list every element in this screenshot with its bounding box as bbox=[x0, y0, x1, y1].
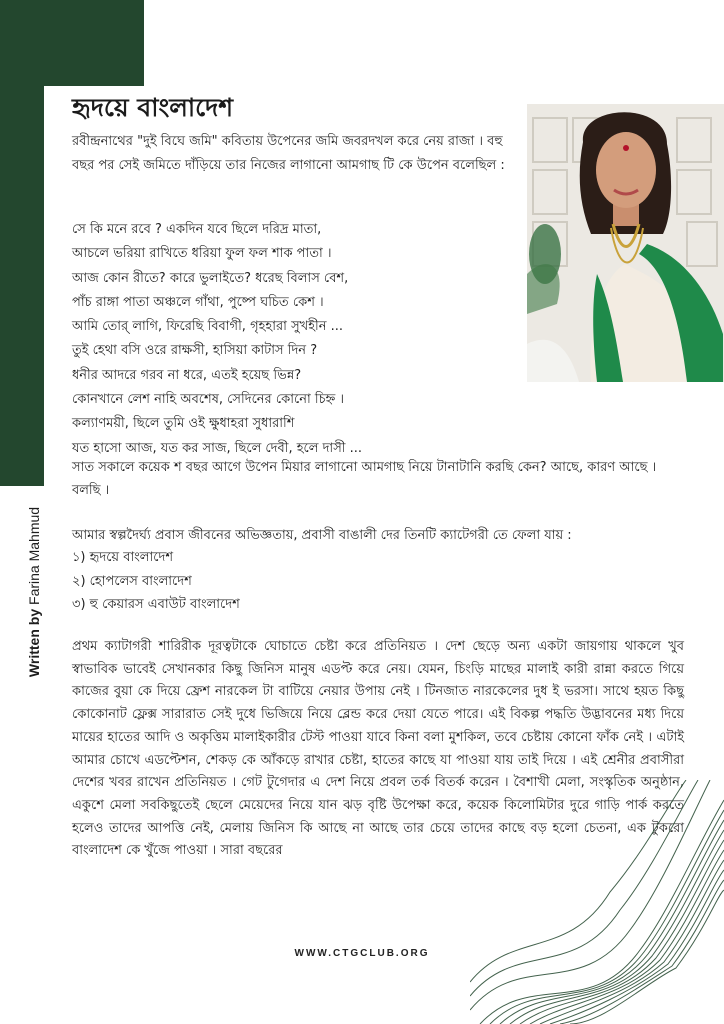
article-title: হৃদয়ে বাংলাদেশ bbox=[72, 93, 234, 122]
poem-line: কোনখানে লেশ নাহি অবশেষ, সেদিনের কোনো চিহ্ন । bbox=[72, 392, 345, 408]
paragraph-1: সাত সকালে কয়েক শ বছর আগে উপেন মিয়ার লাগানো আমগাছ নিয়ে টানাটানি করছি কেন? আছে, কারণ আছে । বলছি । bbox=[72, 460, 657, 498]
decorative-waves bbox=[470, 780, 724, 1024]
poem-line: তুই হেথা বসি ওরে রাক্ষসী, হাসিয়া কাটাস দিন ? bbox=[72, 343, 318, 359]
list-item: ২) হোপলেস বাংলাদেশ bbox=[72, 573, 192, 589]
poem-line: আজ কোন রীতে? কারে ভুলাইতে? ধরেছ বিলাস বেশ, bbox=[72, 270, 349, 286]
poem-line: আমি তোর্ লাগি, ফিরেছি বিবাগী, গৃহহারা সুখহীন ... bbox=[72, 319, 344, 335]
byline-author: Farina Mahmud bbox=[26, 506, 42, 605]
poem-line: ধনীর আদরে গরব না ধরে, এতই হয়েছ ভিন্ন? bbox=[72, 367, 302, 383]
list-item: ৩) হু কেয়ারস এবাউট বাংলাদেশ bbox=[72, 597, 240, 612]
byline-prefix: Written by bbox=[26, 608, 42, 678]
poem-line: যত হাসো আজ, যত কর সাজ, ছিলে দেবী, হলে দাসী ... bbox=[72, 440, 363, 456]
header-color-block bbox=[0, 0, 144, 86]
author-photo-illustration bbox=[527, 104, 724, 382]
poem-block bbox=[72, 218, 522, 461]
poem-line: আচলে ভরিয়া রাখিতে ধরিয়া ফুল ফল শাক পাতা । bbox=[72, 246, 332, 262]
paragraph-2: আমার স্বল্পদৈর্ঘ্য প্রবাস জীবনের অভিজ্ঞতায়, প্রবাসী বাঙালী দের তিনটি ক্যাটেগরী তে ফেলা যায় : bbox=[72, 528, 572, 543]
poem-line: কল্যাণময়ী, ছিলে তুমি ওই ক্ষুধাহরা সুধারাশি bbox=[72, 416, 295, 432]
poem-line: সে কি মনে রবে ? একদিন যবে ছিলে দরিদ্র মাতা, bbox=[72, 222, 322, 237]
category-list bbox=[72, 546, 240, 617]
intro-paragraph: রবীন্দ্রনাথের "দুই বিঘে জমি" কবিতায় উপেনের জমি জবরদখল করে নেয় রাজা । বহু বছর পর সেই জমিতে দাঁড়িয়ে তার নিজের লাগানো আমগাছ টি কে উপেন বলেছিল : bbox=[72, 134, 505, 173]
poem-line: পাঁচ রাঙ্গা পাতা অঞ্চলে গাঁথা, পুষ্পে ঘচিত কেশ । bbox=[72, 294, 324, 310]
paragraph-3: প্রথম ক্যাটাগরী শারিরীক দূরত্বটাকে ঘোচাতে চেষ্টা করে প্রতিনিয়ত । দেশ ছেড়ে অন্য একটা জায়গায় থাকলে খুব স্বাভাবিক ভাবেই সেখানকার কিছু জিনিস মানুষ এডপ্ট করে নেয়। যেমন, চিংড়ি মাছের মালাই কারী রান্না করতে গিয়ে কাজের বুয়া কে দিয়ে ফ্রেশ নারকেল টা বাটিয়ে নেয়ার উপায় নেই । টিনজাত নারকেলের দুধ ই ভরসা। সাথে হয়ত কিছু কোকোনাট ফ্লেক্স সারারাত সেই দুধে ভিজিয়ে নিয়ে ব্লেন্ড করে দেয়া যেতে পারে। এই বিকল্প পদ্ধতি উদ্ভাবনের মধ্য দিয়ে মায়ের হাতের আদি ও অকৃত্তিম মালাইকারীর টেস্ট পাওয়া যাবে কিনা বলা মুশকিল, তবে চেষ্টায় কোনো ফাঁক নেই । এটাই আমার চোখে এডপ্টেশন, শেকড় কে আঁকড়ে রাখার চেষ্টা, হাতের কাছে যা পাওয়া যায় তাই দিয়ে । এই শ্রেনীর প্রবাসীরা দেশের খবর রাখেন প্রতিনিয়ত । গেট টুগেদার এ দেশ নিয়ে প্রবল তর্ক বিতর্ক করেন । বৈশাখী মেলা, সংস্কৃতিক অনুষ্ঠান, একুশে মেলা সবকিছুতেই ছেলে মেয়েদের নিয়ে যান ঝড় বৃষ্টি উপেক্ষা করে, কয়েক কিলোমিটার দুরে গাড়ি পার্ক করতে হলেও তাদের আপত্তি নেই, মেলায় জিনিস কি আছে না আছে তার চেয়ে তাদের কাছে বড় হলো চেতনা, এক টুকরো বাংলাদেশ কে খুঁজে পাওয়া । সারা বছরের bbox=[72, 639, 684, 859]
list-item: ১) হৃদয়ে বাংলাদেশ bbox=[72, 550, 174, 565]
side-color-strip bbox=[0, 86, 44, 486]
author-photo bbox=[527, 104, 724, 382]
footer-website: WWW.CTGCLUB.ORG bbox=[294, 948, 430, 959]
author-byline bbox=[26, 507, 42, 677]
